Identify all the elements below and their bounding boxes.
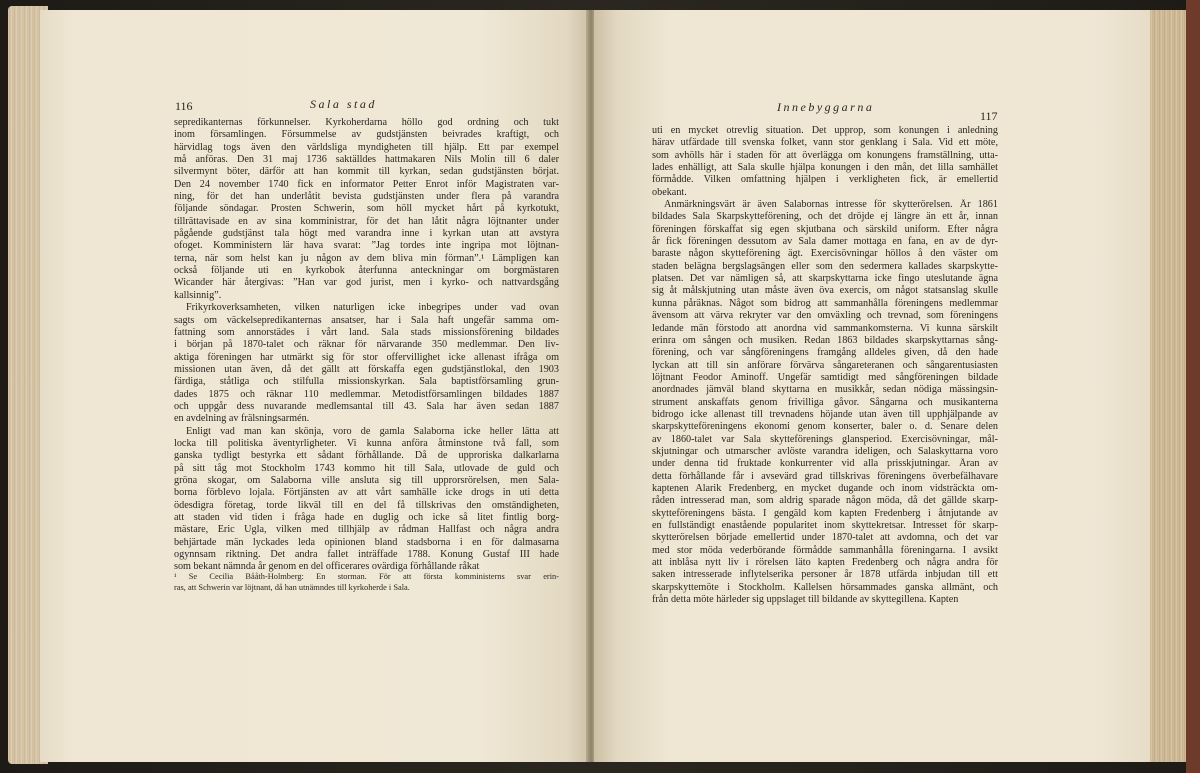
text-line: föreningen förskaffat sig egen skjutbana och särskild uniform. Efter några	[652, 223, 998, 235]
text-line: obekant.	[652, 186, 687, 198]
page-number-left: 116	[175, 99, 193, 113]
running-title-right: Innebyggarna	[777, 100, 875, 114]
text-line: från detta möte härleder sig uppslaget till bildande av skyttegillena. Kapten	[652, 594, 959, 606]
text-line: uti en mycket otrevlig situation. Det upprop, som konungen i anledning	[652, 125, 998, 136]
left-footnote	[174, 572, 559, 593]
text-line: silvermynt böter, därför att han kommit till kyrkan, sedan gudstjänsten börjat.	[174, 166, 559, 178]
text-line: kaptenen Alarik Fredenberg, en mycket dugande och inom vidsträckta om-	[652, 482, 998, 494]
text-line: gröna skogar, om Salaborna ville ansluta sig till upprorsrörelsen, men Sala-	[174, 474, 559, 486]
text-line: Anmärkningsvärt är även Salabornas intresse för skytterörelsen. Är 1861	[664, 199, 998, 211]
text-line: Enligt vad man kan skönja, voro de gamla Salaborna icke heller lätta att	[186, 425, 559, 437]
text-line: locka till politiska äventyrligheter. Vi kunna anföra åtminstone två fall, som	[174, 437, 559, 449]
text-line: må anföras. Den 31 maj 1736 saktälldes hattmakaren Nils Molin till 6 daler	[174, 154, 559, 166]
text-line: sig åt målskjutning utan måste även öva exercis, om något statsanslag skulle	[652, 285, 998, 297]
text-line: följande söndagar. Prosten Schwerin, som höll mycket hårt på kyrkotukt,	[174, 203, 559, 215]
text-line: på sitt tåg mot Stockholm 1743 kommo hit till Sala, utlovade de guld och	[174, 462, 559, 474]
text-line: bidrogo icke allenast till trevnadens höjande utan även till upphjälpande av	[652, 408, 998, 420]
text-line: dades 1875 och räknar 110 medlemmar. Metodistförsamlingen bildades 1887	[174, 388, 559, 400]
text-line: missionen utan även, då det gällt att förskaffa egen gudstjänstlokal, den 1903	[174, 363, 559, 375]
text-line: aktiga föreningen har utmärkt sig för stor offervillighet icke allenast ifråga om	[174, 351, 559, 363]
text-line: skjutningar och utmarscher avlöste varandra ideligen, och Salaskyttarna voro	[652, 445, 998, 457]
text-line: Wicander här återgivas: ”Han var god jurist, men i kyrko- och nattvardsgång	[174, 277, 559, 289]
text-line: platsen. Det var nämligen så, att skarpskyttarna icke fingo uteslutande ägna	[652, 273, 998, 285]
text-line: borna förblevo lojala. Förtjänsten av att vårt samhälle icke drogs in uti detta	[174, 487, 559, 499]
text-line: fattning som annorstädes i vårt land. Sala stads missionsförening bildades	[174, 326, 559, 338]
text-line: erinra om sången och musiken. Redan 1863 bildades skarpskyttarnas sång-	[652, 334, 998, 346]
text-line: härvidlag togs även den världsliga myndigheten till hjälp. Ett par exempel	[174, 141, 559, 153]
text-line: att inblåsa nytt liv i rörelsen läto kapten Fredenberg och några andra för	[652, 557, 998, 569]
text-line: bildades Sala Skarpskytteförening, och det dröjde ej längre än ett år, innan	[652, 211, 998, 223]
right-page	[594, 10, 1150, 762]
text-line: skytteföreningens bästa. I gengäld kom kapten Fredenberg i åtnjutande av	[652, 507, 998, 519]
text-line: färdiga, ståtliga och stilfulla missionskyrkan. Sala baptistförsamling grun-	[174, 376, 559, 388]
text-line: en fullständigt enastående popularitet inom skyttekretsar. Intresset för skarp-	[652, 520, 998, 531]
text-line: terna, när som helst kan ju någon av dem bliva min förman”.¹ Lämpligen kan	[174, 252, 559, 264]
text-line: detta förhållande får i avsevärd grad tillskrivas föreningens överbefälhavare	[652, 470, 998, 482]
text-line: en avdelning av frälsningsarmén.	[174, 413, 310, 425]
text-line: löjtnant Feodor Aminoff. Ungefär samtidigt med sångföreningen bildade	[652, 371, 998, 383]
text-line: baraste någon skytteförening ägt. Exercisövningar höllos å den väster om	[652, 248, 998, 260]
text-line: ganska tydligt bestyrka ett sådant förhållande. Då de upproriska dalkarlarna	[174, 450, 559, 462]
text-line: Frikyrkoverksamheten, vilken naturligen icke inbegripes under vad ovan	[186, 302, 559, 314]
text-line: lades enhälligt, att Sala skulle hjälpa konungen i den mån, det lilla samhället	[652, 162, 998, 174]
text-line: ning, för det han underlåtit bevista gudstjänsten under flera på varandra	[174, 191, 559, 203]
text-line: och uppgår dess nuvarande medlemsantal till 43. Sala har även sedan 1887	[174, 400, 559, 412]
text-line: mästare, Eric Ugla, vilken med tillhjälp av rådman Hallfast och några andra	[174, 524, 559, 536]
text-line: sagts om väckelsepredikanternas ansatser, har i Sala haft ungefär samma om-	[174, 314, 559, 326]
text-line: saken intresserade inflytelserika personer år 1878 utfärda inbjudan till ett	[652, 569, 998, 581]
text-line: Den 24 november 1740 fick en informator Petter Enrot inför Magistraten var-	[174, 178, 559, 190]
text-line: också följande uti en kyrkobok återfunna anteckningar om borgmästaren	[174, 265, 559, 277]
text-line: staden belägna bergslagsängen eller som den sedermera kallades skarpskytte-	[652, 260, 998, 272]
text-line: år fick föreningen dessutom av Sala damer mottaga en fana, en av de dyr-	[652, 236, 998, 248]
text-line: under denna tid fruktade konkurrenter vid alla prisskjutningar. Äran av	[652, 458, 998, 470]
left-page	[40, 10, 588, 762]
left-body-text	[174, 117, 559, 574]
text-line: ledande män förstodo att anordna vid sammankomsterna. Vi kunna särskilt	[652, 322, 998, 334]
text-line: kallsinnig”.	[174, 289, 222, 301]
footnote-line: ras, att Schwerin var löjtnant, då han utnämndes till kyrkoherde i Sala.	[174, 582, 410, 592]
text-line: pågående gudstjänst tala högt med varandra inne i kyrkan utan att avstyra	[174, 228, 559, 240]
text-line: ävensom att värva rekryter var den omväxling och trevnad, som föreningens	[652, 310, 998, 322]
text-line: skytterörelsen började emellertid under 1870-talet att avdomna, och det var	[652, 532, 998, 544]
text-line: skarpskyttemöte i Stockholm. Kallelsen hörsammades ganska allmänt, och	[652, 581, 998, 593]
text-line: tillrättavisade en av sina komministrar, för det han låtit några löjtnanter under	[174, 215, 559, 227]
text-line: härav utfärdade till svenska folket, vann stor genklang i Sala. Vid ett möte,	[652, 137, 998, 149]
right-body-text	[652, 125, 998, 606]
text-line: sepredikanternas förkunnelser. Kyrkoherdarna höllo god ordning och tukt	[174, 117, 559, 128]
text-line: kunna påräknas. Något som bidrog att sammanhålla föreningens medlemmar	[652, 297, 998, 309]
text-line: ogynnsam riktning. Det andra fallet inträffade 1788. Konung Gustaf III hade	[174, 549, 559, 561]
text-line: av 1860-talet var Sala skytteförenings glansperiod. Exercisövningar, mål-	[652, 433, 998, 445]
text-line: att staden vid tiden i fråga hade en duglig och icke så litet fintlig borg-	[174, 512, 559, 523]
text-line: förening, och var sångföreningens framgång alldeles given, då den hade	[652, 347, 998, 359]
text-line: skarpskytteföreningens ekonomi genom konserter, baler o. d. Senare delen	[652, 421, 998, 433]
text-line: råden intresserad man, som aldrig sparade någon möda, då det gällde skarp-	[652, 495, 998, 507]
text-line: ödesdigra företag, torde likväl till en del få tillskrivas den omständigheten,	[174, 499, 559, 511]
text-line: behjärtade män lyckades leda opinionen bland stadsborna i en för dalmasarna	[174, 536, 559, 548]
running-title-left: Sala stad	[310, 97, 377, 111]
text-line: inom församlingen. Försummelse av gudstjänsten beivrades kraftigt, och	[174, 129, 559, 141]
text-line: ofoget. Komministern lär hava svarat: ”Jag tordes inte ingripa mot löjtnan-	[174, 240, 559, 252]
text-line: som avhölls här i staden för att överlägga om konungens framställning, utta-	[652, 149, 998, 161]
book-cover-right	[1186, 0, 1200, 773]
text-line: med stor möda vederbörande förmådde sammanhålla föreningarna. I avsikt	[652, 544, 998, 556]
text-line: anordnades jämväl bland skyttarna en musikkår, sedan nödiga mässingsin-	[652, 384, 998, 396]
text-line: strument anskaffats genom frivilliga gåvor. Sångarna och musikanterna	[652, 396, 998, 408]
text-line: som bekant nämnda år genom en del officerares ovärdiga förhållande råkat	[174, 561, 480, 573]
text-line: i början på 1870-talet och räknar för närvarande 350 medlemmar. Den liv-	[174, 339, 559, 351]
text-line: förmådde. Vilken omfattning hjälpen i verkligheten fick, är emellertid	[652, 174, 998, 186]
footnote-line: ¹ Se Cecilia Bååth-Holmberg: En storman. För att första komministerns svar erin-	[174, 572, 559, 581]
page-number-right: 117	[980, 109, 998, 123]
text-line: lyckan att till sin anförare förvärva sångareteranen och sångarentusiasten	[652, 359, 998, 371]
